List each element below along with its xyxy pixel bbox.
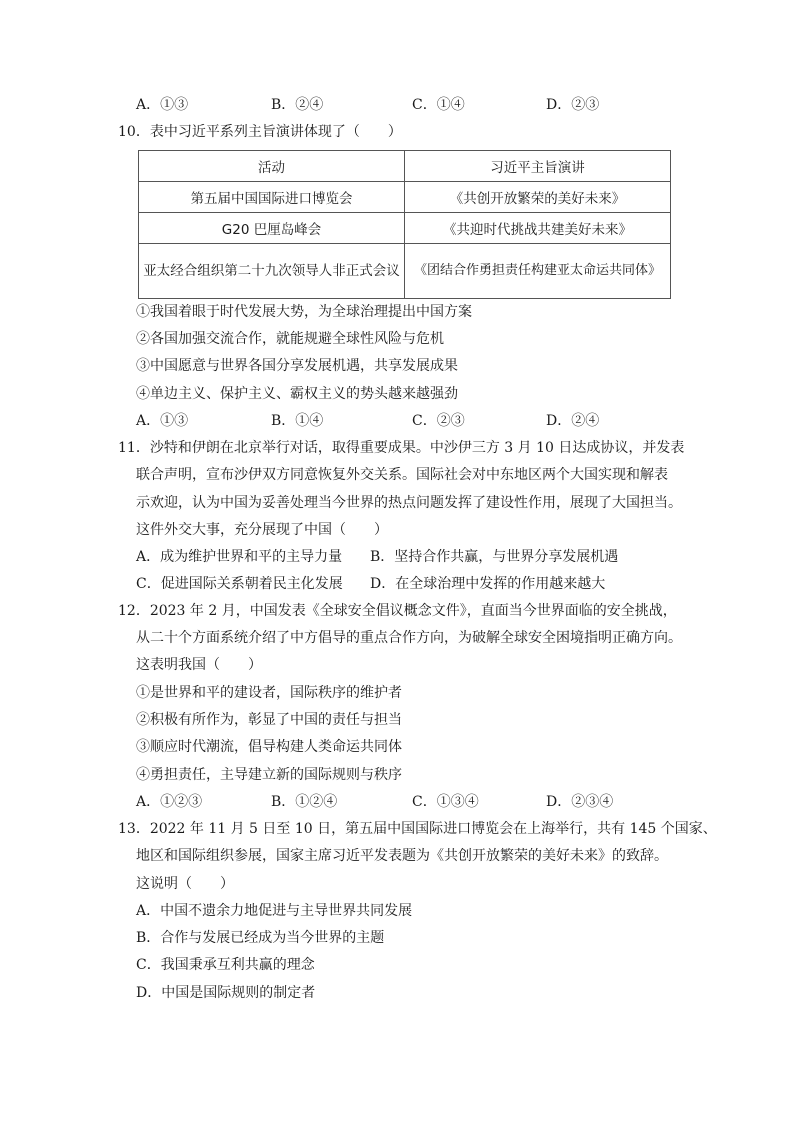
table-cell: 《共创开放繁荣的美好未来》	[405, 182, 671, 213]
q12-statement-1: ①是世界和平的建设者，国际秩序的维护者	[136, 685, 402, 701]
table-header-speech: 习近平主旨演讲	[405, 151, 671, 182]
q9-option-b[interactable]: B．②④	[271, 97, 324, 113]
q13-option-a[interactable]: A．中国不遗余力地促进与主导世界共同发展	[136, 903, 413, 919]
q9-option-d[interactable]: D．②③	[546, 97, 600, 113]
table-row	[139, 244, 671, 299]
q12-option-c[interactable]: C．①③④	[412, 794, 479, 810]
table-header-row	[139, 151, 671, 182]
table-row	[139, 182, 671, 213]
q11-line-1: 11．沙特和伊朗在北京举行对话，取得重要成果。中沙伊三方 3 月 10 日达成协议，并发表	[118, 440, 685, 456]
q10-options	[136, 411, 696, 431]
q10-statement-3: ③中国愿意与世界各国分享发展机遇，共享发展成果	[136, 358, 458, 374]
q9-option-a[interactable]: A．①③	[136, 97, 189, 113]
q12-statement-3: ③顺应时代潮流，倡导构建人类命运共同体	[136, 739, 402, 755]
q12-statement-2: ②积极有所作为，彰显了中国的责任与担当	[136, 712, 402, 728]
q10-statement-1: ①我国着眼于时代发展大势，为全球治理提出中国方案	[136, 304, 472, 320]
q12-line-3: 这表明我国（ ）	[136, 657, 262, 673]
q12-option-a[interactable]: A．①②③	[136, 794, 203, 810]
table-cell: 《团结合作勇担责任构建亚太命运共同体》	[405, 244, 671, 299]
q10-statement-4: ④单边主义、保护主义、霸权主义的势头越来越强劲	[136, 386, 458, 402]
q13-option-d[interactable]: D．中国是国际规则的制定者	[136, 985, 316, 1001]
q9-option-c[interactable]: C．①④	[412, 97, 465, 113]
q13-option-b[interactable]: B．合作与发展已经成为当今世界的主题	[136, 930, 385, 946]
table-cell: 亚太经合组织第二十九次领导人非正式会议	[139, 244, 405, 299]
q11-option-a[interactable]: A．成为维护世界和平的主导力量	[136, 549, 343, 565]
q12-line-2: 从二十个方面系统介绍了中方倡导的重点合作方向，为破解全球安全困境指明正确方向。	[136, 630, 682, 646]
q10-option-b[interactable]: B．①④	[271, 413, 324, 429]
q11-line-2: 联合声明，宣布沙伊双方同意恢复外交关系。国际社会对中东地区两个大国实现和解表	[136, 467, 668, 483]
q12-option-d[interactable]: D．②③④	[546, 794, 614, 810]
q11-option-d[interactable]: D．在全球治理中发挥的作用越来越大	[370, 576, 606, 592]
table-header-activity: 活动	[139, 151, 405, 182]
table-cell: 第五届中国国际进口博览会	[139, 182, 405, 213]
q12-option-b[interactable]: B．①②④	[271, 794, 338, 810]
q10-option-d[interactable]: D．②④	[546, 413, 600, 429]
q12-line-1: 12．2023 年 2 月，中国发表《全球安全倡议概念文件》，直面当今世界面临的安全挑战，	[118, 603, 677, 619]
q13-line-2: 地区和国际组织参展，国家主席习近平发表题为《共创开放繁荣的美好未来》的致辞。	[136, 848, 668, 864]
q12-statement-4: ④勇担责任，主导建立新的国际规则与秩序	[136, 767, 402, 783]
q11-line-3: 示欢迎，认为中国为妥善处理当今世界的热点问题发挥了建设性作用，展现了大国担当。	[136, 495, 682, 511]
table-row	[139, 213, 671, 244]
q9-options	[136, 95, 696, 115]
q13-line-3: 这说明（ ）	[136, 876, 234, 892]
q11-options-row-1	[136, 547, 696, 567]
q12-options	[136, 792, 696, 812]
q10-option-a[interactable]: A．①③	[136, 413, 189, 429]
q11-line-4: 这件外交大事，充分展现了中国（ ）	[136, 522, 388, 538]
q10-option-c[interactable]: C．②③	[412, 413, 465, 429]
table-cell: G20 巴厘岛峰会	[139, 213, 405, 244]
q10-statement-2: ②各国加强交流合作，就能规避全球性风险与危机	[136, 331, 444, 347]
q13-line-1: 13．2022 年 11 月 5 日至 10 日，第五届中国国际进口博览会在上海举行，共有 145 个国家、	[118, 821, 717, 837]
q11-option-c[interactable]: C．促进国际关系朝着民主化发展	[136, 576, 343, 592]
q10-table	[138, 150, 671, 299]
q11-option-b[interactable]: B．坚持合作共赢，与世界分享发展机遇	[370, 549, 619, 565]
q13-option-c[interactable]: C．我国秉承互利共赢的理念	[136, 957, 315, 973]
table-cell: 《共迎时代挑战共建美好未来》	[405, 213, 671, 244]
q10-stem: 10．表中习近平系列主旨演讲体现了（ ）	[118, 124, 402, 140]
q11-options-row-2	[136, 574, 696, 594]
